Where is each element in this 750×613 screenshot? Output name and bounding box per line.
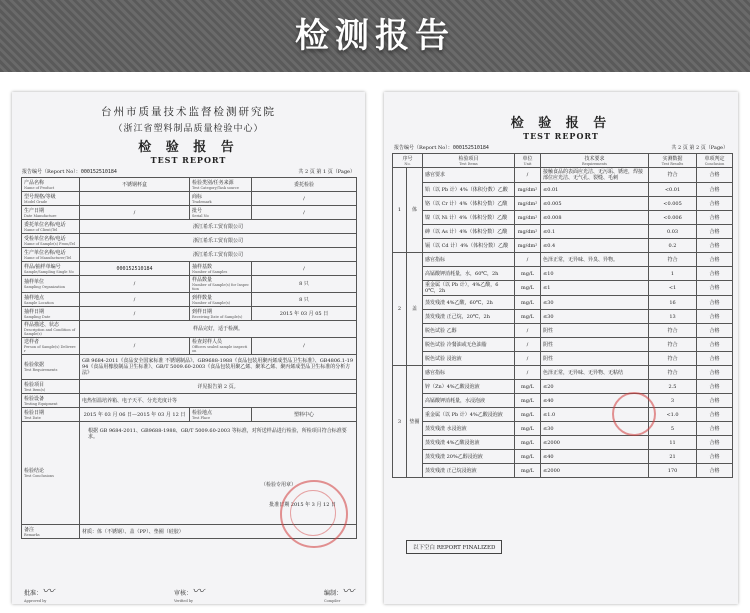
remarks: 材质：体（不锈钢）、盖（PP）、垫圈（硅胶） bbox=[80, 525, 357, 539]
table-row bbox=[393, 225, 733, 239]
unit: mg/L bbox=[515, 422, 541, 436]
trademark: / bbox=[252, 192, 357, 206]
serial-no: / bbox=[252, 206, 357, 220]
table-row bbox=[393, 408, 733, 422]
unit: / bbox=[515, 352, 541, 366]
table-row bbox=[393, 267, 733, 281]
test-result: 5 bbox=[649, 422, 697, 436]
compiled-label-en: Compiler bbox=[323, 599, 341, 603]
test-equipment: 电热恒温培养箱、电子天平、分光光度计等 bbox=[80, 394, 357, 408]
verdict: 合格 bbox=[697, 225, 733, 239]
approved-label-en: Approved by bbox=[24, 599, 47, 603]
report-no-label: 报告编号（Report No）： bbox=[394, 145, 453, 151]
test-result: 2.5 bbox=[649, 380, 697, 394]
verdict: 合格 bbox=[697, 183, 733, 197]
verdict: 合格 bbox=[697, 380, 733, 394]
requirement: 接触食品的表面应光洁、无污垢、锈迹，焊接部位应光洁、无气孔、裂缝、毛刺 bbox=[541, 168, 649, 183]
verified-label: 审核： bbox=[173, 590, 192, 597]
inspector: / bbox=[252, 338, 357, 355]
field-label-en: Test Conclusions bbox=[24, 474, 54, 478]
field-label: 检验依据 bbox=[24, 362, 45, 368]
table-row bbox=[393, 253, 733, 267]
unit: mg/dm² bbox=[515, 197, 541, 211]
requirement: 阴性 bbox=[541, 352, 649, 366]
unit: mg/L bbox=[515, 450, 541, 464]
table-row bbox=[393, 211, 733, 225]
test-result: 16 bbox=[649, 296, 697, 310]
unit: mg/L bbox=[515, 408, 541, 422]
test-result: 符合 bbox=[649, 324, 697, 338]
verdict: 合格 bbox=[697, 436, 733, 450]
test-item: 铬（以 Cr 计）4%（体积分数）乙酸 bbox=[423, 197, 515, 211]
field-label-en: Officers sealed sample inspection bbox=[192, 345, 248, 353]
test-result: 符合 bbox=[649, 253, 697, 267]
table-row bbox=[393, 168, 733, 183]
test-result: 0.03 bbox=[649, 225, 697, 239]
requirement: ≤1.0 bbox=[541, 408, 649, 422]
column-header-en: Conclusion bbox=[704, 161, 725, 166]
test-item: 感官指标 bbox=[423, 366, 515, 380]
field-label-en: Receiving Date of Sample(s) bbox=[192, 314, 243, 319]
field-label-en: Sampling Date bbox=[24, 314, 51, 319]
row-number: 1 bbox=[393, 168, 407, 253]
test-item: 脱色试验 浸泡液 bbox=[423, 352, 515, 366]
table-row bbox=[393, 296, 733, 310]
test-result: 符合 bbox=[649, 366, 697, 380]
verdict: 合格 bbox=[697, 366, 733, 380]
table-row bbox=[393, 324, 733, 338]
field-label-en: Test Category/Task source bbox=[192, 185, 239, 190]
received-date: 2015 年 03 月 05 日 bbox=[252, 307, 357, 321]
field-label-en: Date Manufacture bbox=[24, 213, 57, 218]
deliverer: / bbox=[80, 338, 190, 355]
table-row bbox=[22, 220, 357, 234]
results-table bbox=[392, 153, 733, 478]
test-item: 脱色试验 冷餐油或无色油脂 bbox=[423, 338, 515, 352]
requirement: ≤0.005 bbox=[541, 197, 649, 211]
sample-condition: 样品完好，适于检测。 bbox=[80, 321, 357, 338]
manufacture-date: / bbox=[80, 206, 190, 220]
requirement: ≤30 bbox=[541, 296, 649, 310]
test-item: 感官要求 bbox=[423, 168, 515, 183]
requirement: ≤20 bbox=[541, 380, 649, 394]
column-header-en: Unit bbox=[523, 161, 532, 166]
column-header-en: Test Items bbox=[459, 161, 478, 166]
test-item: 感官指标 bbox=[423, 253, 515, 267]
sample-no: 000152510184 bbox=[80, 262, 190, 276]
requirement: 色泽正常，无异味、异臭、异物。 bbox=[541, 253, 649, 267]
field-label: 抽样基数 bbox=[192, 263, 213, 270]
field-label: 抽样单位 bbox=[24, 279, 45, 285]
test-item: 高锰酸钾消耗量，水浸泡液 bbox=[423, 394, 515, 408]
test-item: 高锰酸钾消耗量，水，60℃，2h bbox=[423, 267, 515, 281]
test-item: 蒸发残渣 4%乙酸浸泡液 bbox=[423, 436, 515, 450]
client-name: 浙江希乐工贸有限公司 bbox=[80, 220, 357, 234]
report-no: 000152510184 bbox=[80, 169, 117, 175]
verdict: 合格 bbox=[697, 450, 733, 464]
table-row bbox=[22, 307, 357, 321]
field-label-en: Name of Manufacturer/Tel bbox=[24, 255, 72, 260]
field-label-en: Sample/Sampling Single No bbox=[24, 269, 74, 274]
column-header: 检验项目 bbox=[458, 155, 479, 162]
table-row bbox=[22, 408, 357, 422]
verdict: 合格 bbox=[697, 310, 733, 324]
requirement: ≤40 bbox=[541, 394, 649, 408]
approved-label: 批准： bbox=[24, 590, 43, 597]
table-row bbox=[393, 394, 733, 408]
requirement: ≤2000 bbox=[541, 436, 649, 450]
unit: / bbox=[515, 253, 541, 267]
field-label: 检验结论 bbox=[24, 468, 45, 474]
table-row bbox=[393, 366, 733, 380]
unit: mg/L bbox=[515, 380, 541, 394]
sampling-place: / bbox=[80, 293, 190, 307]
page-count: 共 2 页 第 1 页（Page） bbox=[298, 169, 355, 175]
field-label-en: Model Grade bbox=[24, 199, 48, 204]
verdict: 合格 bbox=[697, 296, 733, 310]
column-header-en: No. bbox=[404, 161, 411, 166]
column-header: 技术要求 bbox=[584, 155, 605, 162]
requirement: ≤10 bbox=[541, 267, 649, 281]
field-label: 检验设备 bbox=[24, 395, 45, 402]
row-number: 3 bbox=[393, 366, 407, 478]
unit: mg/L bbox=[515, 310, 541, 324]
field-label-en: Description and Condition of Sample(s) bbox=[24, 328, 76, 336]
report-no-label: 报告编号（Report No）： bbox=[22, 169, 81, 175]
sampling-date: / bbox=[80, 307, 190, 321]
field-label-en: Test Requirements bbox=[24, 368, 58, 372]
report-meta bbox=[384, 144, 738, 151]
field-label: 样品数量 bbox=[192, 277, 213, 283]
unit: / bbox=[515, 324, 541, 338]
product-name: 不锈钢杯盒 bbox=[80, 178, 190, 192]
table-row bbox=[393, 183, 733, 197]
table-row bbox=[393, 239, 733, 253]
table-row bbox=[393, 464, 733, 478]
test-items: 详见报告第 2 页。 bbox=[80, 380, 357, 394]
field-label: 委托单位名称/电话 bbox=[24, 221, 66, 228]
table-row bbox=[393, 422, 733, 436]
requirement: 阴性 bbox=[541, 338, 649, 352]
table-row bbox=[22, 206, 357, 220]
row-number: 2 bbox=[393, 253, 407, 366]
verdict: 合格 bbox=[697, 281, 733, 296]
field-label: 抽样地点 bbox=[24, 294, 45, 301]
field-label-en: Number of Sample(s) for Inspection bbox=[192, 283, 250, 291]
table-row bbox=[22, 262, 357, 276]
table-row bbox=[22, 276, 357, 293]
verdict: 合格 bbox=[697, 408, 733, 422]
test-item: 镍（以 Ni 计）4%（体积分数）乙酸 bbox=[423, 211, 515, 225]
test-item: 重金属（以 Pb 计），4%乙酸，60℃，2h bbox=[423, 281, 515, 296]
test-result: <0.006 bbox=[649, 211, 697, 225]
official-seal-stamp bbox=[612, 392, 656, 436]
unit: mg/L bbox=[515, 296, 541, 310]
test-item: 蒸发残渣 正己烷，20℃，2h bbox=[423, 310, 515, 324]
table-row bbox=[22, 178, 357, 192]
table-row bbox=[393, 281, 733, 296]
table-row bbox=[393, 380, 733, 394]
test-result: <1 bbox=[649, 281, 697, 296]
test-result: 170 bbox=[649, 464, 697, 478]
verdict: 合格 bbox=[697, 394, 733, 408]
verdict: 合格 bbox=[697, 464, 733, 478]
report-meta bbox=[12, 168, 365, 175]
field-label-en: Testing Equipment bbox=[24, 401, 58, 406]
requirement: ≤0.01 bbox=[541, 183, 649, 197]
test-result: 符合 bbox=[649, 338, 697, 352]
field-label-en: Name of Client/Tel bbox=[24, 227, 58, 232]
test-category: 委托检验 bbox=[252, 178, 357, 192]
column-header: 单位 bbox=[522, 155, 533, 162]
report-title-en: TEST REPORT bbox=[523, 131, 599, 141]
manufacturer: 浙江希乐工贸有限公司 bbox=[80, 248, 357, 262]
table-row bbox=[22, 380, 357, 394]
report-title: 检 验 报 告 bbox=[510, 116, 612, 131]
column-header-en: Requirements bbox=[582, 161, 607, 166]
official-seal-stamp bbox=[280, 480, 348, 548]
table-row bbox=[22, 394, 357, 408]
unit: mg/L bbox=[515, 281, 541, 296]
field-label: 商标 bbox=[192, 193, 203, 200]
grade-value bbox=[80, 192, 190, 206]
test-result: 11 bbox=[649, 436, 697, 450]
field-label: 生产日期 bbox=[24, 207, 45, 214]
unit: mg/dm² bbox=[515, 239, 541, 253]
test-item: 镉（以 Cd 计）4%（体积分数）乙酸 bbox=[423, 239, 515, 253]
results-body bbox=[393, 168, 733, 478]
unit: mg/L bbox=[515, 394, 541, 408]
test-result: 21 bbox=[649, 450, 697, 464]
center-name: （浙江省塑料制品质量检验中心） bbox=[113, 124, 264, 134]
sample-part: 盖 bbox=[407, 253, 423, 366]
table-row bbox=[393, 450, 733, 464]
test-result: 0.2 bbox=[649, 239, 697, 253]
field-label-en: Name of Sample(s) From/Tel bbox=[24, 241, 76, 246]
requirement: 阴性 bbox=[541, 324, 649, 338]
field-label-en: Name of Product bbox=[24, 185, 55, 190]
column-header-en: Test Results bbox=[661, 161, 684, 166]
test-basis: GB 9684-2011《食品安全国家标准 不锈钢制品》、GB9688-1988《食品包装用聚丙烯成型品卫生标准》、GB4806.1-1994《食品用橡胶制品卫生标准》、GB/T 5009.60-2003《食品包装用聚乙烯、聚苯乙烯、聚丙烯成型品卫生标准的分析方法》 bbox=[80, 355, 357, 380]
field-label: 样品描述、状态 bbox=[24, 322, 60, 328]
report-title: 检 验 报 告 bbox=[138, 140, 239, 155]
table-row bbox=[393, 310, 733, 324]
report-no: 000152510184 bbox=[452, 145, 489, 151]
column-header: 实测数据 bbox=[662, 155, 683, 162]
unit: mg/L bbox=[515, 464, 541, 478]
unit: / bbox=[515, 338, 541, 352]
verdict: 合格 bbox=[697, 422, 733, 436]
verdict: 合格 bbox=[697, 324, 733, 338]
field-label-en: Sample Location bbox=[24, 300, 54, 305]
verdict: 合格 bbox=[697, 168, 733, 183]
compiler-signature: 〰 bbox=[341, 584, 354, 598]
table-row bbox=[393, 197, 733, 211]
test-result: 符合 bbox=[649, 352, 697, 366]
unit: / bbox=[515, 366, 541, 380]
field-label-en: Number of Sample(s) bbox=[192, 300, 231, 305]
verdict: 合格 bbox=[697, 267, 733, 281]
field-label-en: Test Date bbox=[24, 415, 41, 420]
sample-source: 浙江希乐工贸有限公司 bbox=[80, 234, 357, 248]
verified-label-en: Verified by bbox=[173, 599, 194, 603]
test-place: 塑料中心 bbox=[252, 408, 357, 422]
test-date: 2015 年 03 月 06 日—2015 年 03 月 12 日 bbox=[80, 408, 190, 422]
requirement: 色泽正常，无异味、无异物、无粘结 bbox=[541, 366, 649, 380]
verifier-signature: 〰 bbox=[192, 584, 205, 598]
table-row bbox=[393, 338, 733, 352]
requirement: ≤1 bbox=[541, 281, 649, 296]
report-title-en: TEST REPORT bbox=[150, 155, 227, 165]
field-label: 受检单位名称/电话 bbox=[24, 235, 66, 242]
requirement: ≤40 bbox=[541, 450, 649, 464]
column-header: 单项判定 bbox=[704, 155, 725, 162]
unit: mg/dm² bbox=[515, 211, 541, 225]
test-item: 砷（以 As 计）4%（体积分数）乙酸 bbox=[423, 225, 515, 239]
table-row bbox=[393, 352, 733, 366]
stamp-note: （检验专用章） bbox=[260, 482, 296, 488]
column-header: 序号 bbox=[402, 155, 413, 162]
compiled-label: 编制： bbox=[323, 590, 342, 597]
report-page-1 bbox=[12, 92, 365, 604]
sample-part: 垫圈 bbox=[407, 366, 423, 478]
test-item: 蒸发残渣 正己烷浸泡液 bbox=[423, 464, 515, 478]
test-item: 蒸发残渣 水浸泡液 bbox=[423, 422, 515, 436]
verdict: 合格 bbox=[697, 338, 733, 352]
page-count: 共 2 页 第 2 页（Page） bbox=[671, 145, 728, 151]
field-label-en: Person of Sample(s) Deliverer bbox=[24, 345, 76, 353]
field-label: 到样日期 bbox=[192, 308, 213, 315]
table-row bbox=[22, 192, 357, 206]
table-row bbox=[22, 293, 357, 307]
field-label: 备注 bbox=[24, 526, 35, 533]
field-label-en: Trademark bbox=[192, 199, 212, 204]
sample-part: 体 bbox=[407, 168, 423, 253]
test-result: 符合 bbox=[649, 168, 697, 183]
field-label: 送样者 bbox=[24, 339, 40, 345]
institute-name: 台州市质量技术监督检测研究院 bbox=[101, 106, 276, 118]
field-label: 到样数量 bbox=[192, 294, 213, 301]
field-label-en: Remarks bbox=[24, 532, 40, 537]
table-row bbox=[22, 355, 357, 380]
test-item: 蒸发残渣 20%乙醇浸泡液 bbox=[423, 450, 515, 464]
field-label: 检验项目 bbox=[24, 381, 45, 388]
field-label-en: Serial No bbox=[192, 213, 209, 218]
field-label-en: Sampling Organization bbox=[24, 285, 65, 289]
sampling-org: / bbox=[80, 276, 190, 293]
sample-base: / bbox=[252, 262, 357, 276]
verdict: 合格 bbox=[697, 239, 733, 253]
verdict: 合格 bbox=[697, 197, 733, 211]
test-item: 蒸发残渣 4%乙酸，60℃，2h bbox=[423, 296, 515, 310]
field-label: 样品/抽样单编号 bbox=[24, 263, 61, 270]
requirement: ≤0.1 bbox=[541, 225, 649, 239]
report-finalized-note: 以下空白 REPORT FINALIZED bbox=[406, 540, 502, 554]
field-label-en: Number of Samples bbox=[192, 269, 228, 274]
field-label: 检验地点 bbox=[192, 409, 213, 416]
table-row bbox=[393, 436, 733, 450]
approver-signature: 〰 bbox=[42, 584, 55, 598]
field-label-en: Test Place bbox=[192, 415, 211, 420]
field-label: 检查封样人员 bbox=[192, 339, 223, 345]
verdict: 合格 bbox=[697, 211, 733, 225]
table-row bbox=[22, 234, 357, 248]
requirement: ≤2000 bbox=[541, 464, 649, 478]
field-label: 检验类别/任务来源 bbox=[192, 179, 234, 186]
unit: mg/L bbox=[515, 436, 541, 450]
test-result: <0.005 bbox=[649, 197, 697, 211]
test-conclusion: 根据 GB 9684-2011、GB9688-1988、GB/T 5009.60-2003 等标准，对所送样品进行检验，所检项目符合标准要求。 bbox=[88, 428, 347, 440]
report-page-2 bbox=[384, 92, 738, 604]
requirement: ≤30 bbox=[541, 310, 649, 324]
unit: / bbox=[515, 168, 541, 183]
table-header-row bbox=[393, 154, 733, 168]
received-qty: 8 只 bbox=[252, 293, 357, 307]
table-row bbox=[22, 321, 357, 338]
signature-row bbox=[24, 582, 354, 603]
banner-title: 检测报告 bbox=[295, 16, 455, 56]
requirement: ≤0.4 bbox=[541, 239, 649, 253]
test-item: 重金属（以 Pb 计）4%乙酸浸泡液 bbox=[423, 408, 515, 422]
test-result: 3 bbox=[649, 394, 697, 408]
test-result: 1 bbox=[649, 267, 697, 281]
table-row bbox=[22, 338, 357, 355]
test-result: <1.0 bbox=[649, 408, 697, 422]
verdict: 合格 bbox=[697, 253, 733, 267]
test-item: 铅（以 Pb 计）4%（体积分数）乙酸 bbox=[423, 183, 515, 197]
field-label: 抽样日期 bbox=[24, 308, 45, 315]
sample-qty: 8 只 bbox=[252, 276, 357, 293]
test-result: 13 bbox=[649, 310, 697, 324]
field-label: 型号规格/等级 bbox=[24, 193, 56, 200]
unit: mg/dm² bbox=[515, 225, 541, 239]
field-label: 检验日期 bbox=[24, 409, 45, 416]
table-row bbox=[22, 248, 357, 262]
field-label: 批号 bbox=[192, 207, 203, 214]
requirement: ≤30 bbox=[541, 422, 649, 436]
test-item: 脱色试验 乙醇 bbox=[423, 324, 515, 338]
test-result: <0.01 bbox=[649, 183, 697, 197]
unit: mg/L bbox=[515, 267, 541, 281]
approval-date: 批准日期 2015 年 3 月 12 日 bbox=[269, 502, 336, 508]
field-label: 产品名称 bbox=[24, 179, 45, 186]
field-label: 生产单位名称/电话 bbox=[24, 249, 66, 256]
field-label-en: Test Item(s) bbox=[24, 387, 46, 392]
verdict: 合格 bbox=[697, 352, 733, 366]
unit: mg/dm² bbox=[515, 183, 541, 197]
requirement: ≤0.008 bbox=[541, 211, 649, 225]
test-item: 锌（Zn）4%乙酸浸泡液 bbox=[423, 380, 515, 394]
